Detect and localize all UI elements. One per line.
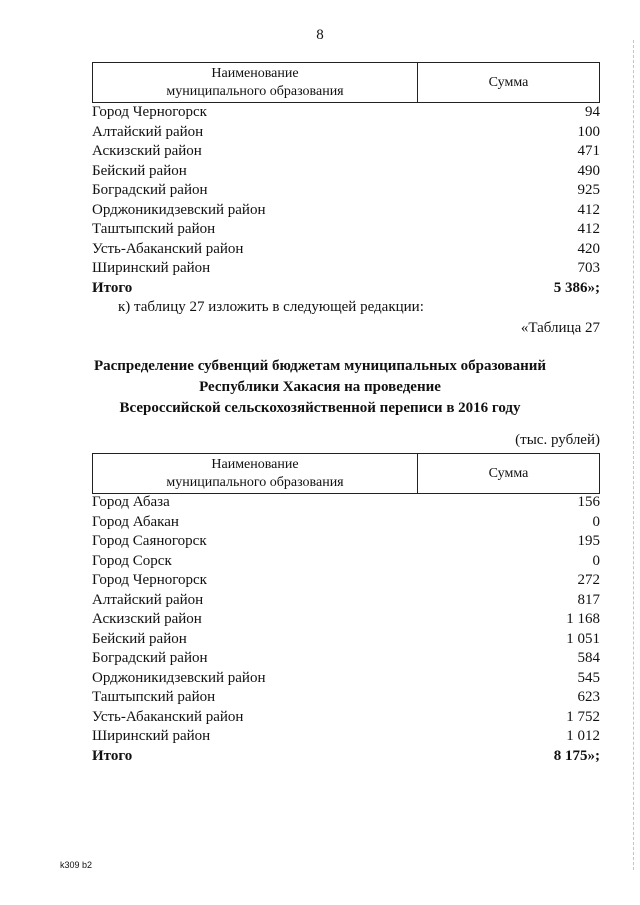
row-name: Таштыпский район xyxy=(92,689,216,705)
row-name: Орджоникидзевский район xyxy=(92,201,266,218)
row-value: 925 xyxy=(577,182,600,198)
row-name: Бейский район xyxy=(92,630,187,647)
table-row xyxy=(92,532,600,552)
total-row xyxy=(92,279,600,299)
table-reference: «Таблица 27 xyxy=(520,320,600,336)
page-number: 8 xyxy=(316,27,324,43)
row-value: 1 051 xyxy=(566,630,600,647)
table-row xyxy=(92,630,600,650)
row-name: Алтайский район xyxy=(92,123,204,140)
row-value: 817 xyxy=(577,591,600,608)
row-name: Ширинский район xyxy=(92,728,211,744)
table1-header-name: Наименование муниципального образования xyxy=(93,63,418,103)
row-value: 272 xyxy=(577,572,600,588)
row-name: Город Сорск xyxy=(92,552,172,569)
row-value: 490 xyxy=(577,162,600,179)
row-value: 420 xyxy=(577,240,600,257)
table-row xyxy=(92,181,600,201)
table-row xyxy=(92,552,600,572)
units-label: (тыс. рублей) xyxy=(515,432,600,448)
row-name: Аскизский район xyxy=(92,143,202,159)
table-row xyxy=(92,142,600,162)
total-label: Итого xyxy=(92,279,133,296)
row-value: 1 752 xyxy=(566,708,600,725)
table2-body xyxy=(92,493,600,766)
title: Распределение субвенций бюджетам муниципальных образований Республики Хакасия на проведение Всероссийской сельскохозяйственной переписи в 2016 году xyxy=(93,358,547,416)
row-value: 1 012 xyxy=(566,728,600,744)
table-row xyxy=(92,571,600,591)
total-value: 8 175»; xyxy=(553,747,600,764)
row-value: 195 xyxy=(577,533,600,549)
row-name: Алтайский район xyxy=(92,591,204,608)
total-value: 5 386»; xyxy=(553,279,600,296)
table2-header xyxy=(92,453,600,494)
table-row xyxy=(92,493,600,513)
row-value: 0 xyxy=(592,552,600,569)
row-value: 471 xyxy=(577,143,600,159)
row-name: Усть-Абаканский район xyxy=(92,708,244,725)
margin-rule xyxy=(633,40,634,870)
total-label: Итого xyxy=(92,747,133,764)
table-row xyxy=(92,688,600,708)
table-row xyxy=(92,649,600,669)
footer-code: k309 b2 xyxy=(60,860,93,870)
table1-body xyxy=(92,103,600,298)
row-value: 412 xyxy=(577,201,600,218)
table-row xyxy=(92,727,600,747)
table-row xyxy=(92,708,600,728)
table2-header-name: Наименование муниципального образования xyxy=(93,454,418,494)
table1-header xyxy=(92,62,600,103)
row-name: Город Черногорск xyxy=(92,572,207,588)
table1-header-sum: Сумма xyxy=(418,63,600,103)
row-value: 623 xyxy=(577,689,600,705)
row-name: Город Саяногорск xyxy=(92,533,207,549)
table-row xyxy=(92,162,600,182)
row-name: Орджоникидзевский район xyxy=(92,669,266,686)
row-value: 156 xyxy=(577,494,600,510)
table-row xyxy=(92,591,600,611)
table-row xyxy=(92,610,600,630)
row-name: Усть-Абаканский район xyxy=(92,240,244,257)
row-value: 545 xyxy=(577,669,600,686)
table-row xyxy=(92,259,600,279)
row-value: 584 xyxy=(577,650,600,666)
row-name: Боградский район xyxy=(92,182,208,198)
row-name: Город Абакан xyxy=(92,513,179,530)
row-name: Бейский район xyxy=(92,162,187,179)
row-name: Ширинский район xyxy=(92,260,211,276)
row-name: Город Черногорск xyxy=(92,104,207,120)
row-name: Аскизский район xyxy=(92,611,202,627)
row-value: 412 xyxy=(577,221,600,237)
row-value: 1 168 xyxy=(566,611,600,627)
table-row xyxy=(92,201,600,221)
table2-header-sum: Сумма xyxy=(418,454,600,494)
row-name: Город Абаза xyxy=(92,494,170,510)
row-value: 100 xyxy=(577,123,600,140)
total-row xyxy=(92,747,600,767)
table-row xyxy=(92,103,600,123)
table-row xyxy=(92,123,600,143)
table-row xyxy=(92,240,600,260)
row-name: Боградский район xyxy=(92,650,208,666)
row-name: Таштыпский район xyxy=(92,221,216,237)
row-value: 0 xyxy=(592,513,600,530)
instruction-text: к) таблицу 27 изложить в следующей редакции: xyxy=(118,299,424,315)
row-value: 94 xyxy=(585,104,600,120)
table-row xyxy=(92,220,600,240)
table-row xyxy=(92,669,600,689)
row-value: 703 xyxy=(577,260,600,276)
table-row xyxy=(92,513,600,533)
